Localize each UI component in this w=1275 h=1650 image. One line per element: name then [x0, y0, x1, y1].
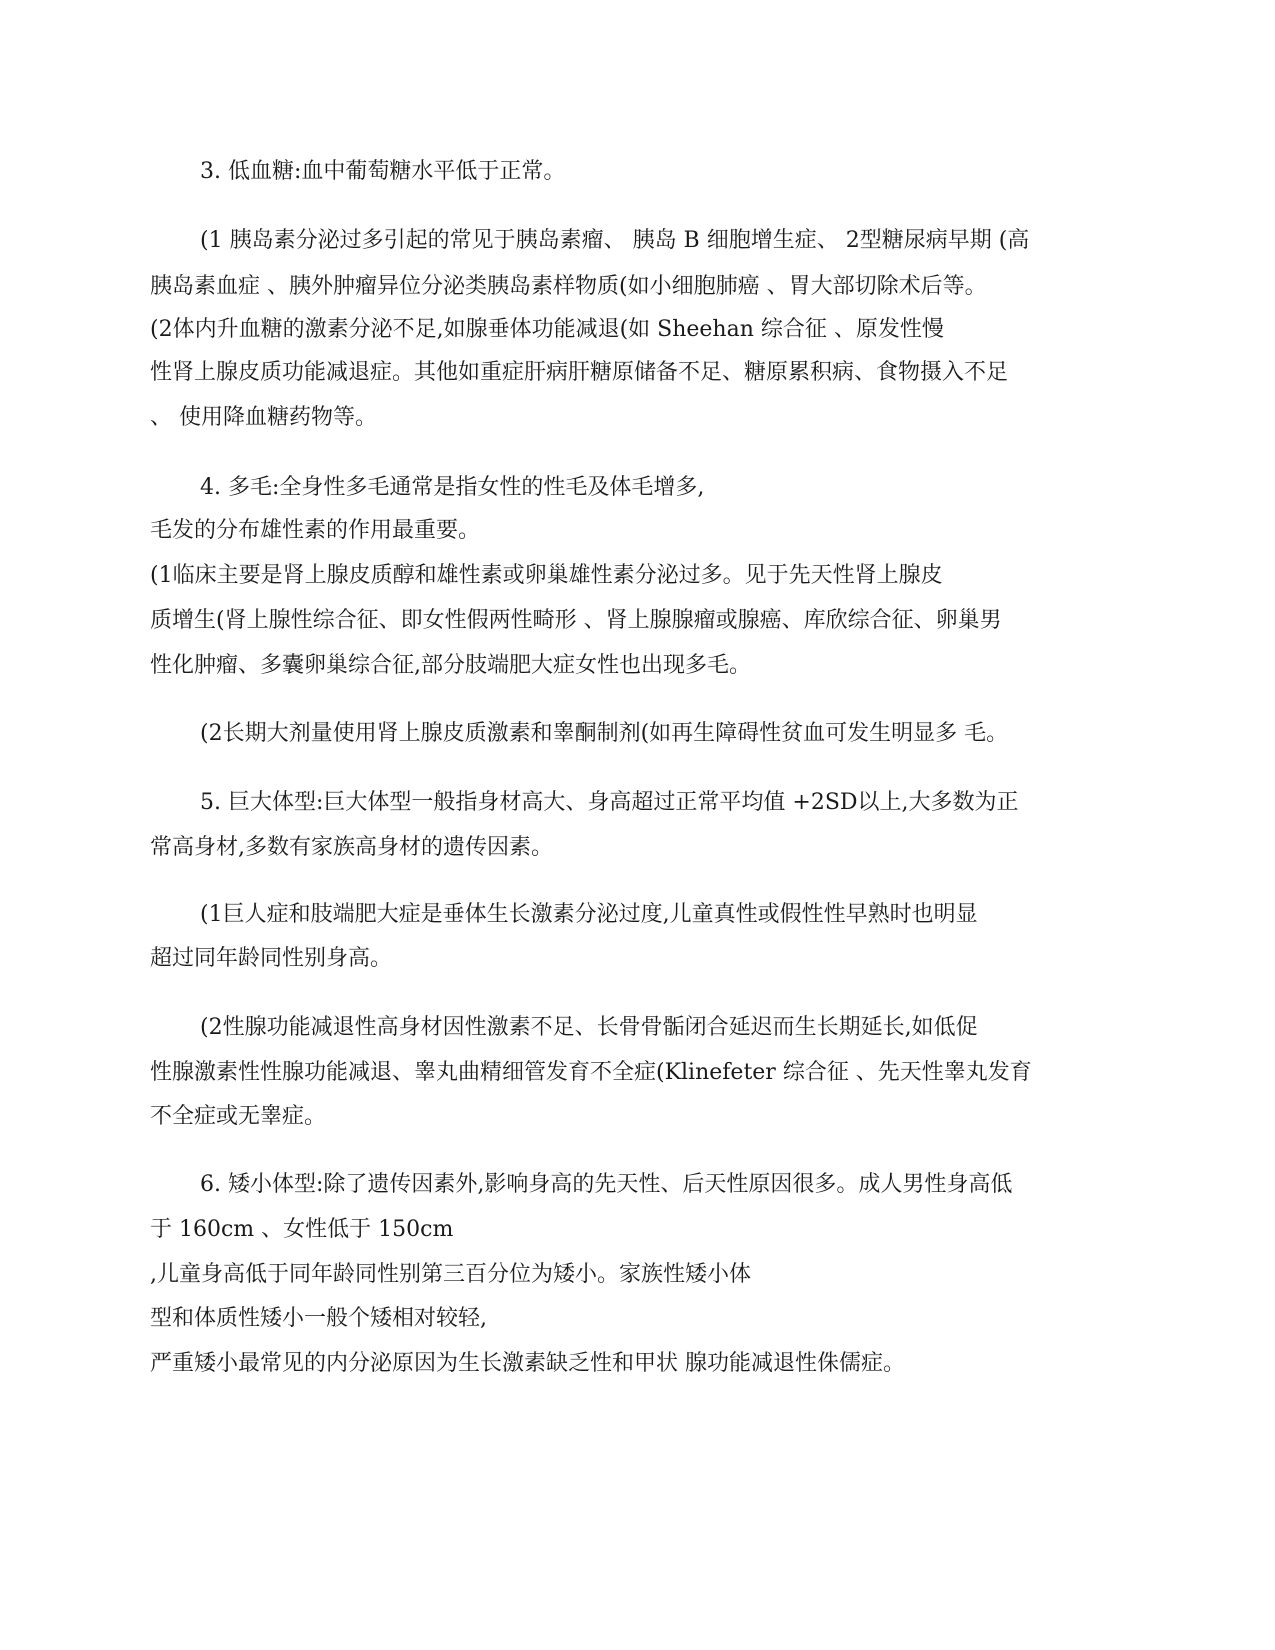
section-5-heading: 5. 巨大体型:巨大体型一般指身材高大、身高超过正常平均值 +2SD以上,大多数为正 — [200, 790, 1019, 815]
section-6-heading: 6. 矮小体型:除了遗传因素外,影响身高的先天性、后天性原因很多。成人男性身高低 — [200, 1172, 1013, 1197]
paragraph-line: 性肾上腺皮质功能减退症。其他如重症肝病肝糖原储备不足、糖原累积病、食物摄入不足 — [150, 360, 1009, 385]
paragraph-line: 性化肿瘤、多囊卵巢综合征,部分肢端肥大症女性也出现多毛。 — [150, 653, 751, 678]
paragraph-line: 、 使用降血糖药物等。 — [150, 405, 377, 430]
paragraph-line: (1临床主要是肾上腺皮质醇和雄性素或卵巢雄性素分泌过多。见于先天性肾上腺皮 — [150, 563, 943, 588]
paragraph-line: (2性腺功能减退性高身材因性激素不足、长骨骨骺闭合延迟而生长期延长,如低促 — [200, 1015, 978, 1040]
paragraph-line: (2长期大剂量使用肾上腺皮质激素和睾酮制剂(如再生障碍性贫血可发生明显多 毛。 — [200, 721, 1009, 746]
paragraph-line: (1巨人症和肢端肥大症是垂体生长激素分泌过度,儿童真性或假性性早熟时也明显 — [200, 902, 978, 927]
section-3-heading: 3. 低血糖:血中葡萄糖水平低于正常。 — [200, 159, 566, 184]
paragraph-line: 质增生(肾上腺性综合征、即女性假两性畸形 、肾上腺腺瘤或腺癌、库欣综合征、卵巢男 — [150, 608, 1002, 633]
paragraph-line: 常高身材,多数有家族高身材的遗传因素。 — [150, 835, 553, 860]
section-4-heading: 4. 多毛:全身性多毛通常是指女性的性毛及体毛增多, — [200, 475, 705, 500]
paragraph-line: (1 胰岛素分泌过多引起的常见于胰岛素瘤、 胰岛 B 细胞增生症、 2型糖尿病早期 (高 — [200, 228, 1030, 253]
paragraph-line: 性腺激素性性腺功能减退、睾丸曲精细管发育不全症(Klinefeter 综合征 、先天性睾丸发育 — [150, 1060, 1032, 1085]
paragraph-line: 于 160cm 、女性低于 150cm — [150, 1217, 454, 1242]
paragraph-line: 毛发的分布雄性素的作用最重要。 — [150, 518, 481, 543]
paragraph-line: 严重矮小最常见的内分泌原因为生长激素缺乏性和甲状 腺功能减退性侏儒症。 — [150, 1351, 905, 1376]
paragraph-line: 超过同年龄同性别身高。 — [150, 946, 393, 971]
paragraph-line: 胰岛素血症 、胰外肿瘤异位分泌类胰岛素样物质(如小细胞肺癌 、胃大部切除术后等。 — [150, 274, 987, 299]
paragraph-line: 不全症或无睾症。 — [150, 1104, 327, 1129]
paragraph-line: ,儿童身高低于同年龄同性别第三百分位为矮小。家族性矮小体 — [150, 1262, 751, 1287]
paragraph-line: (2体内升血糖的激素分泌不足,如腺垂体功能减退(如 Sheehan 综合征 、原发性慢 — [150, 317, 944, 342]
paragraph-line: 型和体质性矮小一般个矮相对较轻, — [150, 1306, 487, 1331]
